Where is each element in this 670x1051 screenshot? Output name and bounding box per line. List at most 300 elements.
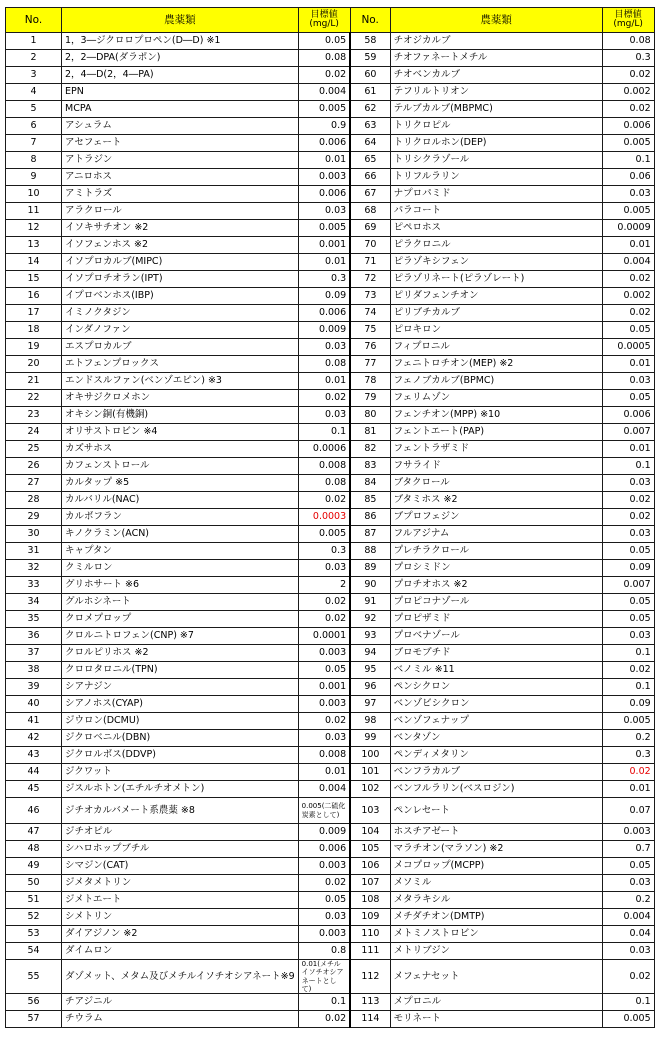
row-no-right: 68 [350, 203, 390, 220]
row-no-right: 60 [350, 67, 390, 84]
row-name-left: シアナジン [62, 679, 299, 696]
row-name-right: プロピザミド [390, 611, 602, 628]
row-name-left: アシュラム [62, 118, 299, 135]
table-row [6, 288, 655, 305]
row-no-right: 78 [350, 373, 390, 390]
row-no-right: 77 [350, 356, 390, 373]
row-value-left: 0.001 [298, 679, 350, 696]
row-name-left: イプロベンホス(IBP) [62, 288, 299, 305]
row-no-left: 27 [6, 475, 62, 492]
table-row [6, 424, 655, 441]
row-name-right: プロシミドン [390, 560, 602, 577]
row-no-right: 59 [350, 50, 390, 67]
header-name-right: 農薬類 [390, 8, 602, 33]
row-value-right: 0.02 [602, 101, 654, 118]
row-value-left: 0.03 [298, 339, 350, 356]
row-name-right: フェントエート(PAP) [390, 424, 602, 441]
row-value-right: 0.7 [602, 841, 654, 858]
row-no-left: 47 [6, 824, 62, 841]
row-name-left: カルバリル(NAC) [62, 492, 299, 509]
row-name-left: シマジン(CAT) [62, 858, 299, 875]
row-no-left: 14 [6, 254, 62, 271]
row-name-right: ピペロホス [390, 220, 602, 237]
row-value-left: 0.006 [298, 135, 350, 152]
row-no-right: 63 [350, 118, 390, 135]
row-name-left: シアノホス(CYAP) [62, 696, 299, 713]
row-name-left: グリホサート ※6 [62, 577, 299, 594]
row-no-left: 16 [6, 288, 62, 305]
row-name-left: 1，3―ジクロロプロペン(D―D) ※1 [62, 33, 299, 50]
row-value-left: 0.05 [298, 662, 350, 679]
row-no-right: 85 [350, 492, 390, 509]
header-value-label: 目標値 [614, 9, 642, 20]
row-value-left: 0.005 [298, 220, 350, 237]
row-value-right: 0.007 [602, 424, 654, 441]
row-name-right: プロチオホス ※2 [390, 577, 602, 594]
row-no-right: 98 [350, 713, 390, 730]
row-name-right: メコプロップ(MCPP) [390, 858, 602, 875]
row-value-right: 0.01 [602, 237, 654, 254]
row-value-left: 0.005 [298, 526, 350, 543]
table-row [6, 909, 655, 926]
row-name-right: メソミル [390, 875, 602, 892]
row-name-right: ブロモブチド [390, 645, 602, 662]
row-value-left: 0.05 [298, 33, 350, 50]
table-row [6, 645, 655, 662]
row-name-right: ピリブチカルブ [390, 305, 602, 322]
row-name-right: フェンチオン(MPP) ※10 [390, 407, 602, 424]
row-name-left: シハロホップブチル [62, 841, 299, 858]
row-name-left: チウラム [62, 1011, 299, 1028]
row-name-right: メトリブジン [390, 943, 602, 960]
row-name-right: モリネート [390, 1011, 602, 1028]
table-row [6, 943, 655, 960]
row-value-right: 0.03 [602, 526, 654, 543]
row-no-right: 114 [350, 1011, 390, 1028]
row-no-right: 70 [350, 237, 390, 254]
row-value-left: 0.008 [298, 747, 350, 764]
row-value-left: 0.001 [298, 237, 350, 254]
row-value-right: 0.07 [602, 798, 654, 824]
row-no-right: 102 [350, 781, 390, 798]
row-no-left: 9 [6, 169, 62, 186]
row-value-right: 0.05 [602, 322, 654, 339]
header-no-right: No. [350, 8, 390, 33]
row-value-right: 0.005 [602, 1011, 654, 1028]
table-row [6, 662, 655, 679]
row-name-right: ペンシクロン [390, 679, 602, 696]
row-value-left: 0.03 [298, 909, 350, 926]
row-value-right: 0.1 [602, 458, 654, 475]
row-name-left: オキシン銅(有機銅) [62, 407, 299, 424]
row-name-right: ペンレセート [390, 798, 602, 824]
row-no-right: 111 [350, 943, 390, 960]
row-value-left: 0.003 [298, 169, 350, 186]
row-no-left: 42 [6, 730, 62, 747]
row-no-right: 81 [350, 424, 390, 441]
row-value-right: 0.05 [602, 543, 654, 560]
row-no-right: 104 [350, 824, 390, 841]
row-value-right: 0.03 [602, 943, 654, 960]
row-value-right: 0.1 [602, 152, 654, 169]
table-row [6, 169, 655, 186]
row-no-left: 25 [6, 441, 62, 458]
row-no-right: 87 [350, 526, 390, 543]
row-name-right: チオジカルブ [390, 33, 602, 50]
row-no-right: 72 [350, 271, 390, 288]
table-row [6, 407, 655, 424]
row-value-left: 0.02 [298, 611, 350, 628]
table-row [6, 679, 655, 696]
row-name-left: EPN [62, 84, 299, 101]
table-row [6, 271, 655, 288]
row-value-right: 0.06 [602, 169, 654, 186]
row-value-right: 0.004 [602, 254, 654, 271]
table-row [6, 220, 655, 237]
row-value-right: 0.05 [602, 611, 654, 628]
row-value-left: 0.02 [298, 1011, 350, 1028]
row-name-left: クロロタロニル(TPN) [62, 662, 299, 679]
row-value-left: 0.004 [298, 84, 350, 101]
row-no-right: 75 [350, 322, 390, 339]
table-row [6, 254, 655, 271]
row-value-right: 0.02 [602, 764, 654, 781]
row-value-left: 0.3 [298, 543, 350, 560]
row-no-right: 95 [350, 662, 390, 679]
row-name-right: ナプロパミド [390, 186, 602, 203]
row-name-left: ジクワット [62, 764, 299, 781]
row-name-right: メトミノストロビン [390, 926, 602, 943]
row-value-right: 0.02 [602, 960, 654, 994]
row-name-right: メプロニル [390, 994, 602, 1011]
row-no-left: 20 [6, 356, 62, 373]
row-value-left: 0.003 [298, 926, 350, 943]
row-no-right: 67 [350, 186, 390, 203]
table-row [6, 203, 655, 220]
row-no-right: 86 [350, 509, 390, 526]
row-name-left: カルタップ ※5 [62, 475, 299, 492]
row-name-right: ホスチアゼート [390, 824, 602, 841]
row-name-left: ジメタメトリン [62, 875, 299, 892]
row-no-left: 53 [6, 926, 62, 943]
row-name-left: カズサホス [62, 441, 299, 458]
row-name-left: グルホシネート [62, 594, 299, 611]
row-value-right: 0.09 [602, 696, 654, 713]
row-no-left: 41 [6, 713, 62, 730]
row-value-right: 0.01 [602, 781, 654, 798]
row-name-right: ピリダフェンチオン [390, 288, 602, 305]
row-name-right: フェノブカルブ(BPMC) [390, 373, 602, 390]
row-name-right: パラコート [390, 203, 602, 220]
row-value-right: 0.003 [602, 824, 654, 841]
row-no-right: 80 [350, 407, 390, 424]
row-value-right: 0.004 [602, 909, 654, 926]
row-value-left: 0.003 [298, 645, 350, 662]
table-row [6, 152, 655, 169]
row-no-left: 45 [6, 781, 62, 798]
row-name-right: テフリルトリオン [390, 84, 602, 101]
row-no-left: 54 [6, 943, 62, 960]
header-row [6, 8, 655, 33]
row-name-left: ダイムロン [62, 943, 299, 960]
row-value-right: 0.3 [602, 747, 654, 764]
row-value-right: 0.006 [602, 407, 654, 424]
row-no-left: 43 [6, 747, 62, 764]
table-row [6, 135, 655, 152]
row-no-right: 61 [350, 84, 390, 101]
row-no-right: 97 [350, 696, 390, 713]
table-row [6, 526, 655, 543]
table-row [6, 730, 655, 747]
row-name-left: ダイアジノン ※2 [62, 926, 299, 943]
row-value-right: 0.01 [602, 356, 654, 373]
row-value-right: 0.08 [602, 33, 654, 50]
table-row [6, 84, 655, 101]
row-name-left: ジメトエート [62, 892, 299, 909]
row-no-left: 56 [6, 994, 62, 1011]
table-row [6, 892, 655, 909]
row-no-left: 50 [6, 875, 62, 892]
row-value-right: 0.2 [602, 892, 654, 909]
row-value-left: 0.02 [298, 492, 350, 509]
row-no-left: 29 [6, 509, 62, 526]
row-name-right: ペンディメタリン [390, 747, 602, 764]
row-name-left: イソキサチオン ※2 [62, 220, 299, 237]
table-row [6, 101, 655, 118]
row-value-left: 0.0001 [298, 628, 350, 645]
row-no-left: 26 [6, 458, 62, 475]
row-value-left: 0.09 [298, 288, 350, 305]
table-row [6, 875, 655, 892]
row-value-left: 0.009 [298, 824, 350, 841]
row-no-left: 39 [6, 679, 62, 696]
row-no-right: 64 [350, 135, 390, 152]
row-name-left: イソプロカルブ(MIPC) [62, 254, 299, 271]
row-value-right: 0.03 [602, 628, 654, 645]
row-no-right: 90 [350, 577, 390, 594]
row-value-left: 0.01 [298, 373, 350, 390]
row-no-right: 89 [350, 560, 390, 577]
header-name-left: 農薬類 [62, 8, 299, 33]
row-no-right: 113 [350, 994, 390, 1011]
row-name-right: トリシクラゾール [390, 152, 602, 169]
row-value-right: 0.05 [602, 858, 654, 875]
row-value-left: 0.08 [298, 356, 350, 373]
row-no-left: 5 [6, 101, 62, 118]
row-name-right: ベノミル ※11 [390, 662, 602, 679]
row-name-left: ジクロベニル(DBN) [62, 730, 299, 747]
row-value-left: 0.03 [298, 730, 350, 747]
row-value-left: 0.008 [298, 458, 350, 475]
row-name-right: ブタクロール [390, 475, 602, 492]
row-name-right: ベンフルラリン(ベスロジン) [390, 781, 602, 798]
table-row [6, 50, 655, 67]
row-no-right: 105 [350, 841, 390, 858]
row-value-left: 0.005(二硫化炭素として) [298, 798, 350, 824]
row-name-right: フィプロニル [390, 339, 602, 356]
table-row [6, 1011, 655, 1028]
row-value-right: 0.005 [602, 135, 654, 152]
row-value-left: 0.03 [298, 407, 350, 424]
row-value-right: 0.1 [602, 679, 654, 696]
row-name-left: クロメプロップ [62, 611, 299, 628]
table-row [6, 960, 655, 994]
row-no-left: 21 [6, 373, 62, 390]
table-row [6, 713, 655, 730]
row-value-right: 0.007 [602, 577, 654, 594]
row-no-left: 11 [6, 203, 62, 220]
row-value-left: 0.01 [298, 152, 350, 169]
row-value-right: 0.05 [602, 594, 654, 611]
table-row [6, 747, 655, 764]
row-name-right: トリフルラリン [390, 169, 602, 186]
row-value-left: 0.0006 [298, 441, 350, 458]
row-value-left: 0.009 [298, 322, 350, 339]
table-row [6, 696, 655, 713]
row-no-left: 30 [6, 526, 62, 543]
row-name-left: クロルピリホス ※2 [62, 645, 299, 662]
row-no-left: 8 [6, 152, 62, 169]
table-row [6, 509, 655, 526]
row-name-left: アラクロール [62, 203, 299, 220]
row-no-left: 28 [6, 492, 62, 509]
row-no-left: 35 [6, 611, 62, 628]
table-row [6, 441, 655, 458]
table-row [6, 373, 655, 390]
row-name-left: オリサストロビン ※4 [62, 424, 299, 441]
row-name-left: アミトラズ [62, 186, 299, 203]
row-name-left: オキサジクロメホン [62, 390, 299, 407]
row-value-left: 0.9 [298, 118, 350, 135]
row-no-left: 37 [6, 645, 62, 662]
row-name-left: エスプロカルブ [62, 339, 299, 356]
row-value-left: 0.006 [298, 305, 350, 322]
table-row [6, 492, 655, 509]
table-row [6, 237, 655, 254]
header-no-left: No. [6, 8, 62, 33]
row-no-right: 76 [350, 339, 390, 356]
row-value-left: 0.006 [298, 841, 350, 858]
row-name-left: アニロホス [62, 169, 299, 186]
row-no-left: 3 [6, 67, 62, 84]
row-name-right: マラチオン(マラソン) ※2 [390, 841, 602, 858]
row-no-left: 13 [6, 237, 62, 254]
table-row [6, 798, 655, 824]
row-value-right: 0.01 [602, 441, 654, 458]
row-no-left: 33 [6, 577, 62, 594]
row-no-right: 91 [350, 594, 390, 611]
row-no-right: 62 [350, 101, 390, 118]
row-no-left: 38 [6, 662, 62, 679]
row-name-left: イミノクタジン [62, 305, 299, 322]
row-name-left: ジチオピル [62, 824, 299, 841]
row-no-left: 48 [6, 841, 62, 858]
row-value-left: 0.02 [298, 594, 350, 611]
table-row [6, 764, 655, 781]
row-value-right: 0.005 [602, 713, 654, 730]
row-no-right: 106 [350, 858, 390, 875]
row-no-right: 69 [350, 220, 390, 237]
row-name-left: ジチオカルバメート系農薬 ※8 [62, 798, 299, 824]
row-value-right: 0.03 [602, 373, 654, 390]
row-no-left: 7 [6, 135, 62, 152]
row-value-left: 0.3 [298, 271, 350, 288]
row-name-left: ジクロルボス(DDVP) [62, 747, 299, 764]
table-row [6, 390, 655, 407]
table-row [6, 67, 655, 84]
row-value-right: 0.02 [602, 67, 654, 84]
row-value-right: 0.0005 [602, 339, 654, 356]
row-name-left: 2，4―D(2，4―PA) [62, 67, 299, 84]
row-name-right: チオファネートメチル [390, 50, 602, 67]
row-name-right: フェリムゾン [390, 390, 602, 407]
row-name-right: フルアジナム [390, 526, 602, 543]
row-name-right: プレチラクロール [390, 543, 602, 560]
table-row [6, 858, 655, 875]
row-name-left: エンドスルファン(ベンゾエピン) ※3 [62, 373, 299, 390]
row-no-left: 15 [6, 271, 62, 288]
table-row [6, 577, 655, 594]
row-value-right: 0.02 [602, 271, 654, 288]
row-value-left: 0.01 [298, 254, 350, 271]
row-name-left: イソフェンホス ※2 [62, 237, 299, 254]
table-row [6, 560, 655, 577]
row-name-right: ピラクロニル [390, 237, 602, 254]
row-value-left: 0.03 [298, 203, 350, 220]
row-name-right: ベンゾビシクロン [390, 696, 602, 713]
row-no-right: 109 [350, 909, 390, 926]
table-row [6, 543, 655, 560]
table-row [6, 475, 655, 492]
row-no-right: 94 [350, 645, 390, 662]
row-value-left: 2 [298, 577, 350, 594]
table-body [6, 33, 655, 1028]
row-value-left: 0.02 [298, 67, 350, 84]
row-value-right: 0.005 [602, 203, 654, 220]
row-name-right: プロピコナゾール [390, 594, 602, 611]
row-value-left: 0.006 [298, 186, 350, 203]
row-value-left: 0.01(メチルイソチオシアネートとして) [298, 960, 350, 994]
row-no-left: 40 [6, 696, 62, 713]
row-value-right: 0.2 [602, 730, 654, 747]
row-name-right: トリクロルホン(DEP) [390, 135, 602, 152]
row-no-right: 79 [350, 390, 390, 407]
row-name-left: ジスルホトン(エチルチオメトン) [62, 781, 299, 798]
row-value-left: 0.0003 [298, 509, 350, 526]
row-value-right: 0.03 [602, 875, 654, 892]
row-no-left: 17 [6, 305, 62, 322]
row-value-right: 0.03 [602, 186, 654, 203]
row-value-right: 0.09 [602, 560, 654, 577]
row-no-left: 31 [6, 543, 62, 560]
row-value-right: 0.006 [602, 118, 654, 135]
table-row [6, 186, 655, 203]
table-row [6, 356, 655, 373]
row-value-right: 0.05 [602, 390, 654, 407]
row-name-right: ピロキロン [390, 322, 602, 339]
row-value-right: 0.04 [602, 926, 654, 943]
row-value-left: 0.8 [298, 943, 350, 960]
row-value-right: 0.1 [602, 645, 654, 662]
row-name-left: ジウロン(DCMU) [62, 713, 299, 730]
row-name-left: イソプロチオラン(IPT) [62, 271, 299, 288]
row-name-left: インダノファン [62, 322, 299, 339]
pesticide-table-wrapper [5, 7, 655, 1028]
row-value-left: 0.01 [298, 764, 350, 781]
row-name-left: エトフェンプロックス [62, 356, 299, 373]
table-row [6, 994, 655, 1011]
row-name-right: メチダチオン(DMTP) [390, 909, 602, 926]
